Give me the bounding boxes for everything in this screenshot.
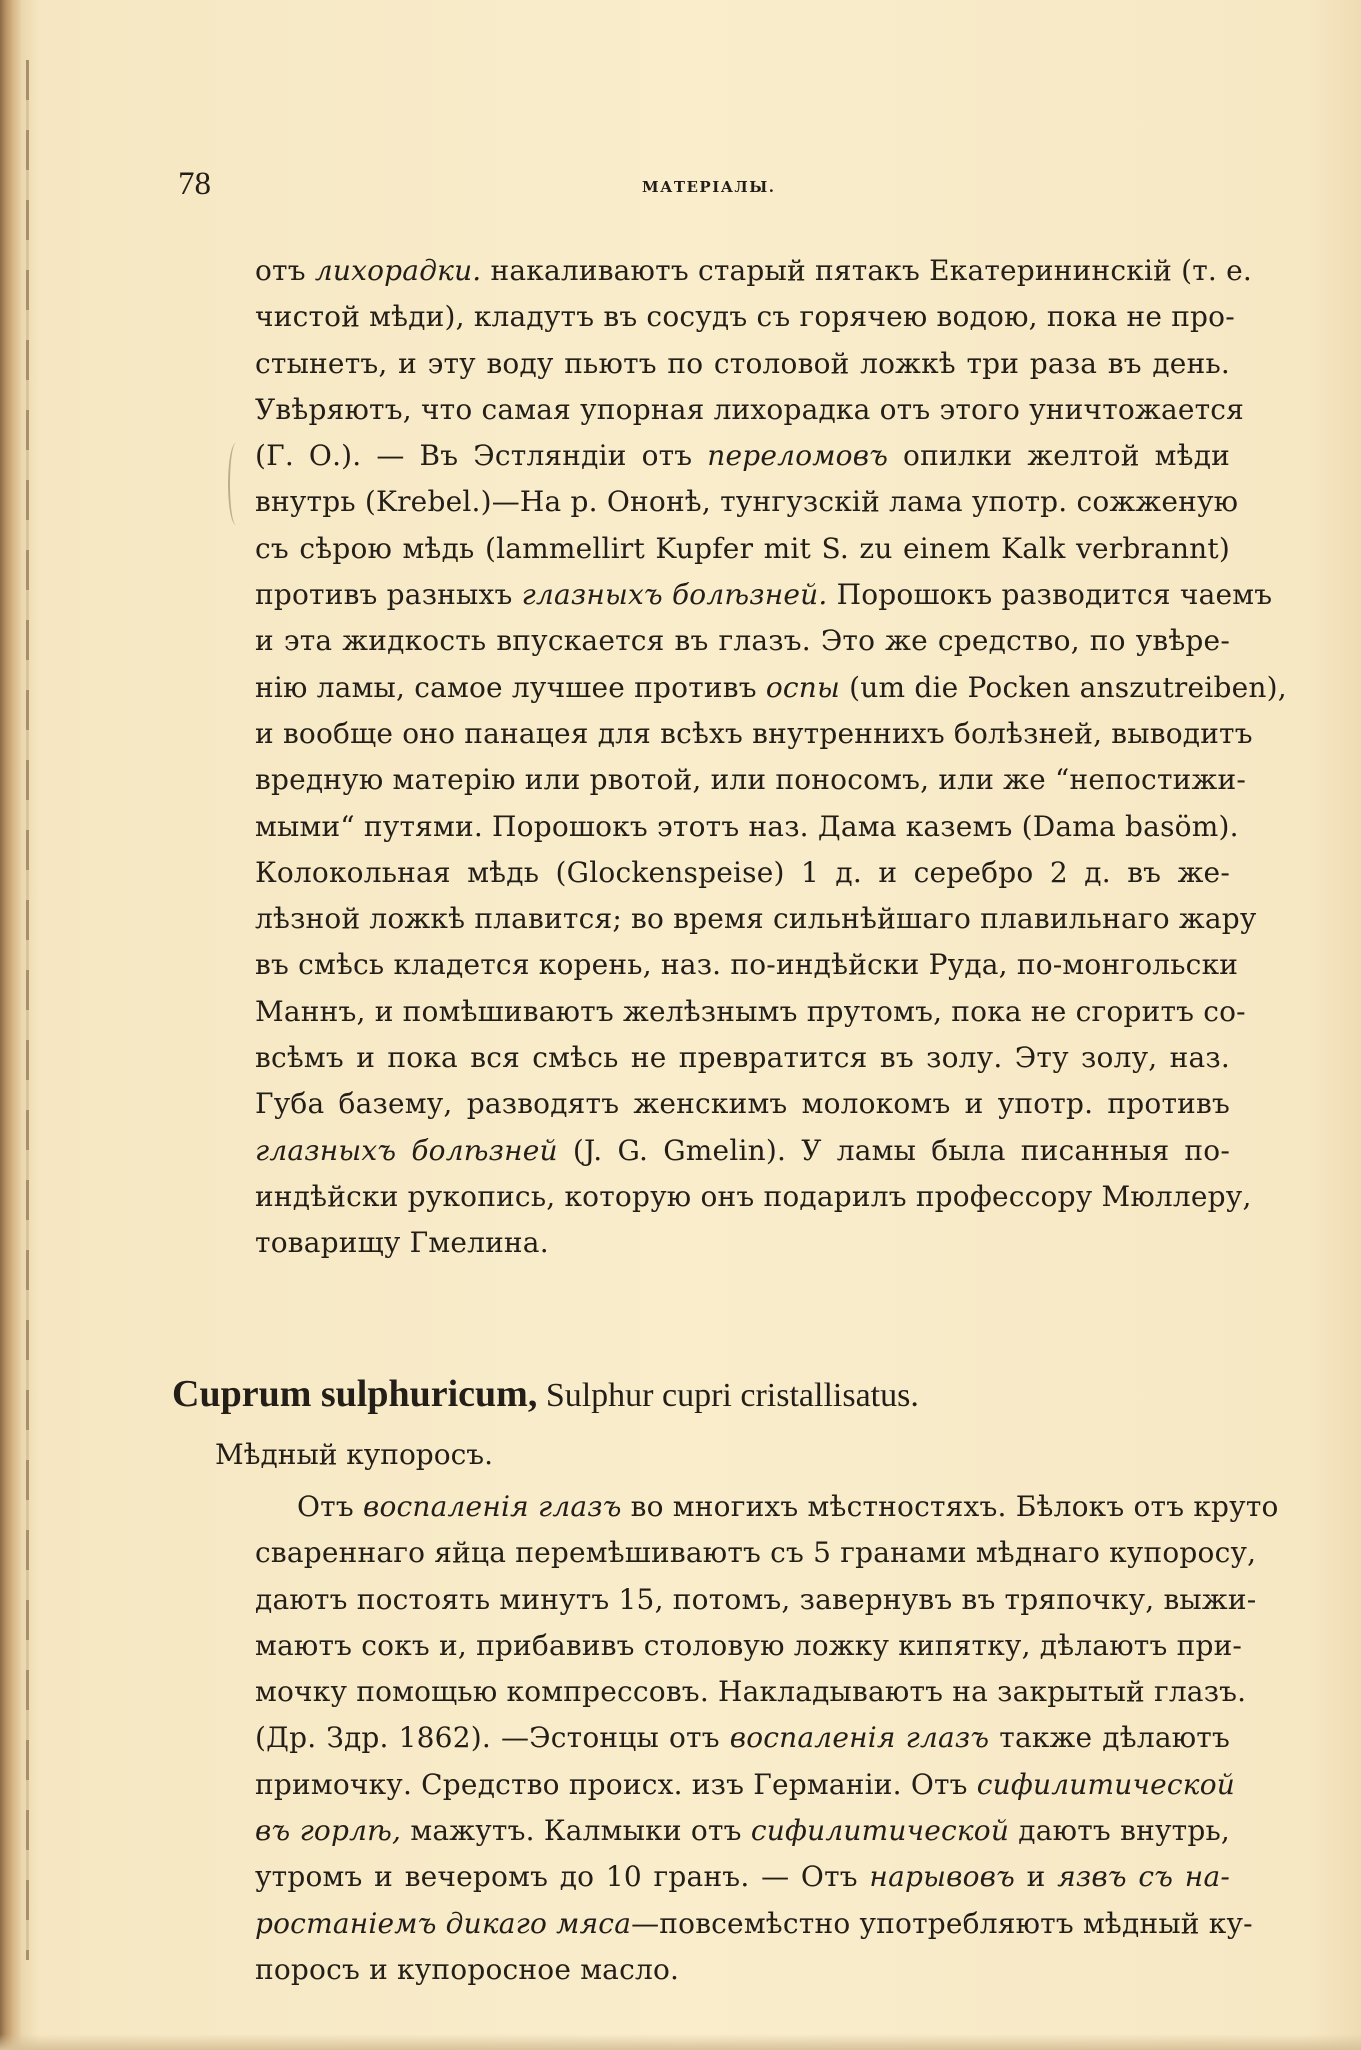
italic-term: лихорадки.: [314, 254, 482, 287]
text-run: съ сѣрою мѣдь (lammellirt Kupfer mit S. zu einem Kalk verbrannt): [255, 531, 1230, 565]
margin-bracket-mark: [228, 443, 244, 525]
italic-term: глазныхъ болѣзней.: [521, 578, 828, 612]
page-bottom-edge: [0, 2034, 1361, 2050]
italic-term: глазныхъ болѣзней: [255, 1133, 558, 1167]
page-binding-shadow: [0, 0, 22, 2050]
text-line: [255, 1484, 1279, 1530]
text-line: [255, 572, 1273, 618]
page-number: 78: [178, 166, 211, 202]
text-run: индѣйски рукопись, которую онъ подарилъ профессору Мюллеру,: [255, 1179, 1252, 1213]
text-run: свареннаго яйца перемѣшиваютъ съ 5 гранами мѣднаго купоросу,: [255, 1536, 1257, 1570]
text-run: опилки желтой мѣди: [888, 439, 1230, 473]
text-line: [255, 387, 1245, 433]
text-line: [255, 804, 1239, 850]
text-run: утромъ и вечеромъ до 10 гранъ. — Отъ: [255, 1860, 870, 1894]
text-run: —повсемѣстно употребляютъ мѣдный ку-: [631, 1906, 1253, 1940]
text-run: мочку помощью компрессовъ. Накладываютъ на закрытый глазъ.: [255, 1675, 1247, 1709]
text-run: мажутъ. Калмыки отъ: [401, 1814, 751, 1848]
text-line: [255, 1901, 1253, 1947]
text-run: маютъ сокъ и, прибавивъ столовую ложку кипятку, дѣлаютъ при-: [255, 1628, 1243, 1662]
text-line: [255, 850, 1230, 896]
text-line: [255, 1623, 1243, 1669]
text-line: [255, 526, 1230, 572]
text-line: [255, 1577, 1257, 1623]
italic-term: нарывовъ: [869, 1860, 1016, 1894]
text-run: во многихъ мѣстностяхъ. Бѣлокъ отъ круто: [621, 1490, 1279, 1523]
text-run: примочку. Средство происх. изъ Германіи. Отъ: [255, 1767, 977, 1801]
text-run: лѣзной ложкѣ плавится; во время сильнѣйшаго плавильнаго жару: [255, 902, 1257, 936]
italic-term: ростаніемъ дикаго мяса: [255, 1906, 632, 1940]
text-run: и: [1015, 1860, 1058, 1894]
italic-term: воспаленія глазъ: [362, 1490, 622, 1523]
running-head: МАТЕРІАЛЫ.: [642, 178, 776, 196]
text-run: товарищу Гмелина.: [255, 1226, 549, 1260]
text-line: [255, 341, 1230, 387]
text-run: (Г. О.). — Въ Эстляндіи отъ: [255, 439, 708, 473]
text-line: [255, 757, 1246, 803]
text-line: [255, 665, 1287, 711]
section-subheading: Мѣдный купоросъ.: [215, 1438, 493, 1471]
italic-term: воспаленія глазъ: [729, 1721, 990, 1755]
text-run: и эта жидкость впускается въ глазъ. Это же средство, по увѣре-: [255, 624, 1230, 658]
text-line: [255, 1669, 1247, 1715]
paragraph-2: [255, 1484, 1279, 1993]
text-run: (Др. Здр. 1862). —Эстонцы отъ: [255, 1721, 730, 1755]
text-line: [255, 618, 1230, 664]
text-run: нію ламы, самое лучшее противъ: [255, 670, 766, 704]
binding-edge: [26, 60, 29, 1960]
text-run: всѣмъ и пока вся смѣсь не превратится въ золу. Эту золу, наз.: [255, 1041, 1230, 1075]
text-run: Маннъ, и помѣшиваютъ желѣзнымъ прутомъ, пока не сгоритъ со-: [255, 994, 1246, 1028]
text-run: поросъ и купоросное масло.: [255, 1952, 680, 1986]
paragraph-1: [255, 248, 1287, 1267]
text-run: (J. G. Gmelin). У ламы была писанныя по-: [557, 1133, 1230, 1167]
text-run: Колокольная мѣдь (Glockenspeise) 1 д. и серебро 2 д. въ же-: [255, 855, 1230, 889]
text-line: [255, 1081, 1230, 1127]
italic-term: въ горлѣ,: [255, 1814, 402, 1848]
text-run: и вообще оно панацея для всѣхъ внутреннихъ болѣзней, выводитъ: [255, 716, 1253, 750]
text-line: [255, 711, 1253, 757]
italic-term: сифилитической: [750, 1814, 1010, 1848]
italic-term: оспы: [765, 670, 841, 704]
text-run: вредную матерію или рвотой, или поносомъ, или же “непостижи-: [255, 763, 1246, 797]
text-line: [255, 896, 1257, 942]
text-line: [255, 1128, 1230, 1174]
italic-term: сифилитической: [976, 1767, 1235, 1801]
text-run: (um die Pocken anszutreiben),: [840, 670, 1287, 704]
text-run: также дѣлаютъ: [989, 1721, 1230, 1755]
text-line: [255, 989, 1246, 1035]
text-run: Губа базему, разводятъ женскимъ молокомъ и употр. противъ: [255, 1087, 1230, 1121]
text-line: [255, 1174, 1252, 1220]
text-run: противъ разныхъ: [255, 578, 522, 612]
section-heading-main: Cuprum sulphuricum,: [172, 1373, 538, 1415]
text-run: чистой мѣди), кладутъ въ сосудъ съ горячею водою, пока не про-: [255, 300, 1235, 334]
text-line: [255, 479, 1239, 525]
section-heading-sub: Sulphur cupri cristallisatus.: [537, 1377, 919, 1414]
text-run: отъ: [255, 254, 315, 287]
text-run: Отъ: [297, 1490, 363, 1523]
text-line: [255, 1220, 1230, 1266]
text-run: мыми“ путями. Порошокъ этотъ наз. Дама каземъ (Dama basöm).: [255, 809, 1239, 843]
text-run: даютъ внутрь,: [1009, 1814, 1230, 1848]
text-run: внутрь (Krebel.)—На р. Ононѣ, тунгузскій лама употр. сожженую: [255, 485, 1239, 519]
italic-term: переломовъ: [707, 439, 889, 473]
text-run: Порошокъ разводится чаемъ: [827, 578, 1273, 612]
text-run: даютъ постоять минутъ 15, потомъ, завернувъ въ тряпочку, выжи-: [255, 1582, 1257, 1616]
text-line: [255, 1808, 1230, 1854]
italic-term: язвъ съ на-: [1057, 1860, 1230, 1894]
section-heading: [172, 1372, 919, 1416]
text-line: [255, 294, 1235, 340]
text-run: стынетъ, и эту воду пьютъ по столовой ложкѣ три раза въ день.: [255, 346, 1230, 380]
text-line: [255, 248, 1252, 294]
text-line: [255, 1035, 1230, 1081]
text-line: [255, 433, 1230, 479]
text-line: [255, 1530, 1257, 1576]
text-run: въ смѣсь кладется корень, наз. по-индѣйски Руда, по-монгольски: [255, 948, 1239, 982]
text-line: [255, 1762, 1235, 1808]
text-line: [255, 1715, 1230, 1761]
text-line: [255, 942, 1239, 988]
text-run: Увѣряютъ, что самая упорная лихорадка отъ этого уничтожается: [255, 392, 1245, 426]
text-run: накаливаютъ старый пятакъ Екатерининскій (т. е.: [481, 254, 1252, 287]
text-line: [255, 1947, 1230, 1993]
text-line: [255, 1854, 1230, 1900]
